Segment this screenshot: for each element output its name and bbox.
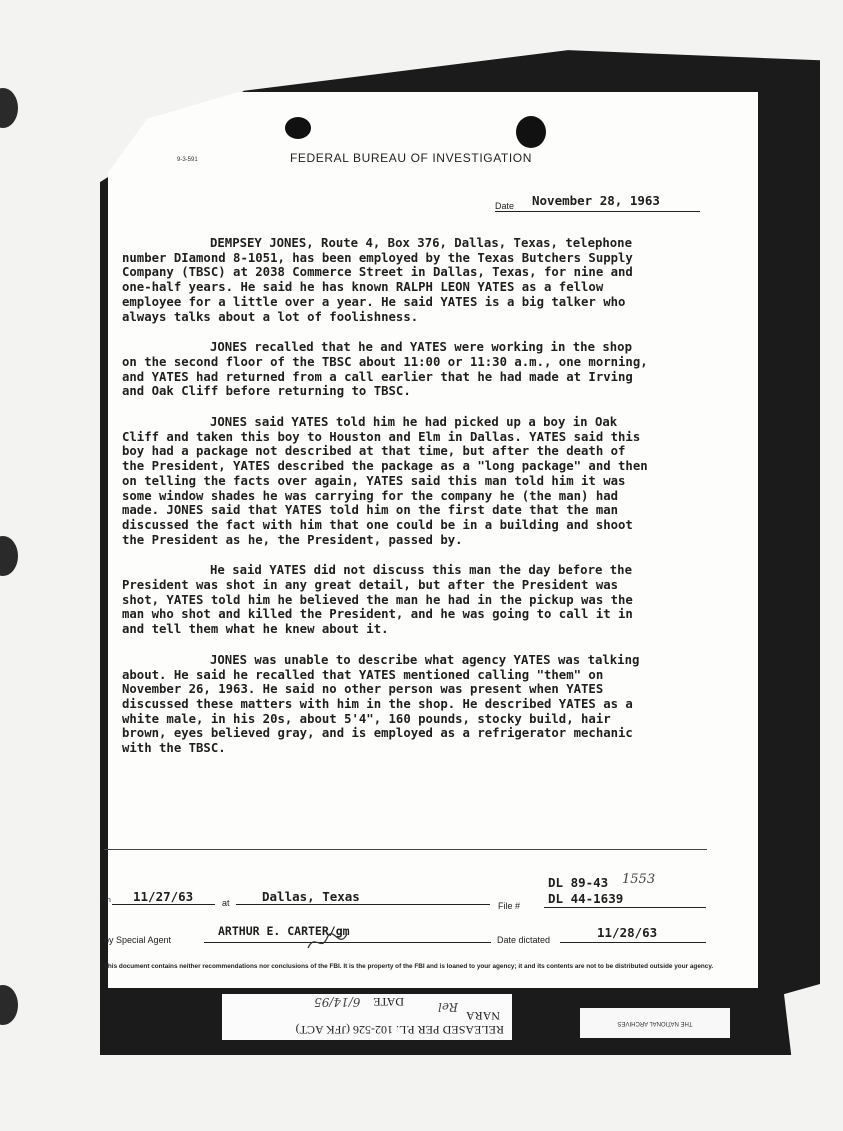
file-number-2: DL 44-1639 bbox=[548, 891, 624, 906]
paragraph-3: JONES said YATES told him he had picked up a boy in Oak Cliff and taken this boy to Houston and Elm in Dallas. YATES said this boy had a package not described at that time, but after the death of the President, YATES described the package as a "long package" and then on telling the facts over again, YATES said this man told him it was some window shades he was carrying for the company he (the man) had made. JONES said that YATES told him on the first date that the man discussed the fact with him that one could be in a building and shoot the President as he, the President, passed by. bbox=[122, 415, 648, 547]
release-stamp-line3: DATE bbox=[373, 995, 404, 1009]
document-header: FEDERAL BUREAU OF INVESTIGATION bbox=[290, 151, 532, 165]
binder-hole-top bbox=[0, 88, 18, 128]
handwritten-initials: Rel bbox=[438, 1000, 458, 1014]
release-stamp-line2: NARA bbox=[465, 1009, 500, 1023]
ink-blot-right bbox=[516, 116, 546, 148]
paragraph-5: JONES was unable to describe what agency YATES was talking about. He said he recalled that YATES mentioned calling "them" on November 26, 1963. He said no other person was present when YATES discussed these matters with him in the shop. He described YATES as a white male, in his 20s, about 5'4", 160 pounds, stocky build, hair brown, eyes believed gray, and is employed as a refrigerator mechanic with the TBSC. bbox=[122, 652, 640, 756]
paragraph-4: He said YATES did not discuss this man the day before the President was shot in any great detail, but after the President was shot, YATES told him he believed the man he had in the pickup was the man who shot and killed the President, and he was going to call it in and tell them what he knew about it. bbox=[122, 563, 633, 637]
dictated-label: Date dictated bbox=[497, 935, 551, 945]
agent-name: ARTHUR E. CARTER/gm bbox=[218, 924, 350, 938]
date-field bbox=[495, 193, 700, 212]
binder-hole-middle bbox=[0, 536, 18, 576]
release-stamp bbox=[222, 994, 512, 1040]
date-label: Date bbox=[495, 201, 515, 211]
binder-hole-bottom bbox=[0, 985, 18, 1025]
interview-date: 11/27/63 bbox=[133, 889, 194, 904]
release-stamp-line1: RELEASED PER P.L. 102-526 (JFK ACT) bbox=[295, 1023, 504, 1037]
at-label: at bbox=[222, 898, 230, 908]
agent-label: by Special Agent bbox=[104, 935, 172, 945]
national-archives-stamp: THE NATIONAL ARCHIVES bbox=[580, 1008, 730, 1038]
release-stamp-date-row bbox=[230, 995, 404, 1009]
disclaimer-text: This document contains neither recommendations nor conclusions of the FBI. It is the property of the FBI and is loaned to your agency; it and its contents are not to be distributed outside your agency. bbox=[104, 963, 714, 970]
file-number-1: DL 89-43 bbox=[548, 875, 609, 890]
on-label: on bbox=[103, 897, 111, 904]
dictated-date: 11/28/63 bbox=[597, 925, 658, 940]
ink-blot-left bbox=[285, 117, 311, 139]
agent-signature bbox=[305, 928, 350, 954]
paragraph-1: DEMPSEY JONES, Route 4, Box 376, Dallas, Texas, telephone number DIamond 8-1051, has been employed by the Texas Butchers Supply Company (TBSC) at 2038 Commerce Street in Dallas, Texas, for nine and one-half years. He said he has known RALPH LEON YATES as a fellow employee for a little over a year. He said YATES is a big talker who always talks about a lot of foolishness. bbox=[122, 236, 633, 324]
release-stamp-handwritten-date: 6/14/95 bbox=[314, 995, 361, 1009]
date-value: November 28, 1963 bbox=[532, 193, 660, 208]
footer-divider bbox=[104, 849, 707, 850]
report-body bbox=[122, 236, 650, 772]
file-label: File # bbox=[498, 901, 521, 911]
file-handwritten-number: 1553 bbox=[622, 872, 656, 887]
location: Dallas, Texas bbox=[262, 889, 360, 904]
form-number: 9-3-591 bbox=[177, 157, 198, 163]
paragraph-2: JONES recalled that he and YATES were working in the shop on the second floor of the TBSC about 11:00 or 11:30 a.m., one morning, and YATES had returned from a call earlier that he had made at Irving and Oak Cliff before returning to TBSC. bbox=[122, 340, 648, 399]
